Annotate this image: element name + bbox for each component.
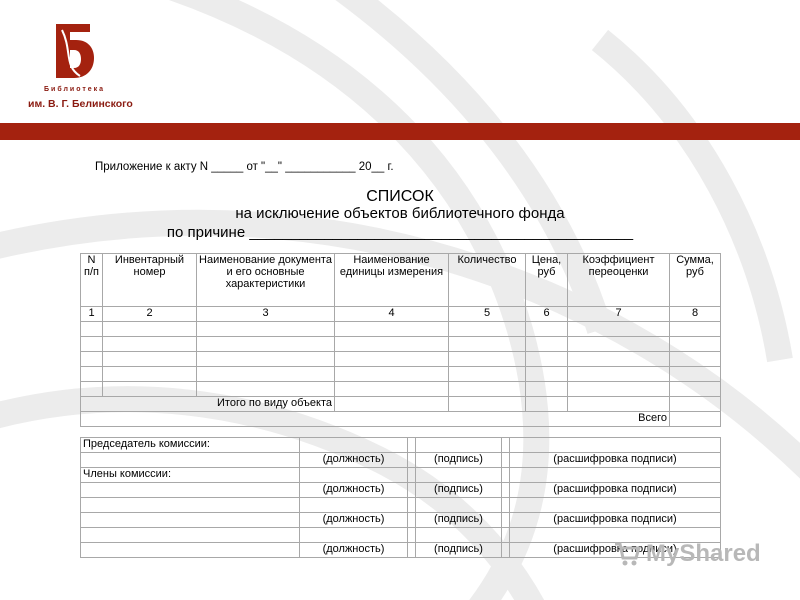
logo-caption-library: Библиотека bbox=[44, 86, 106, 93]
subtotal-row bbox=[81, 397, 721, 412]
column-number: 2 bbox=[103, 307, 197, 322]
total-label: Всего bbox=[81, 412, 670, 427]
table-row bbox=[81, 322, 721, 337]
header-band bbox=[0, 123, 800, 140]
signature-caption: (подпись) bbox=[416, 543, 502, 558]
position-caption: (должность) bbox=[300, 483, 408, 498]
decode-caption: (расшифровка подписи) bbox=[510, 453, 721, 468]
title-list: СПИСОК bbox=[366, 188, 434, 205]
column-number: 4 bbox=[335, 307, 449, 322]
logo-caption-name: им. В. Г. Белинского bbox=[28, 98, 133, 110]
signature-caption: (подпись) bbox=[416, 483, 502, 498]
library-logo-icon bbox=[50, 20, 96, 80]
decode-caption: (расшифровка подписи) bbox=[510, 483, 721, 498]
header-cell: Наименование документа и его основные характеристики bbox=[197, 254, 335, 307]
members-row bbox=[81, 468, 721, 483]
column-number-row bbox=[81, 307, 721, 322]
signature-caption: (подпись) bbox=[416, 453, 502, 468]
header-cell: Инвентарный номер bbox=[103, 254, 197, 307]
table-row bbox=[81, 382, 721, 397]
cart-icon bbox=[612, 538, 642, 568]
member-caption-row bbox=[81, 483, 721, 498]
chair-row bbox=[81, 438, 721, 453]
header-cell: N п/п bbox=[81, 254, 103, 307]
position-caption: (должность) bbox=[300, 453, 408, 468]
column-number: 3 bbox=[197, 307, 335, 322]
appendix-line: Приложение к акту N _____ от "__" ___________ 20__ г. bbox=[95, 161, 394, 173]
decode-caption: (расшифровка подписи) bbox=[510, 543, 721, 558]
table-row bbox=[81, 352, 721, 367]
header-cell: Цена, руб bbox=[526, 254, 568, 307]
items-table bbox=[80, 253, 721, 427]
subtotal-label: Итого по виду объекта bbox=[81, 397, 335, 412]
member-caption-row bbox=[81, 513, 721, 528]
watermark bbox=[612, 538, 762, 570]
chair-label: Председатель комиссии: bbox=[81, 438, 300, 453]
column-number: 8 bbox=[670, 307, 721, 322]
member-blank-row bbox=[81, 498, 721, 513]
total-row bbox=[81, 412, 721, 427]
header-cell: Количество bbox=[449, 254, 526, 307]
decode-caption: (расшифровка подписи) bbox=[510, 513, 721, 528]
header-cell: Коэффициент переоценки bbox=[568, 254, 670, 307]
column-number: 7 bbox=[568, 307, 670, 322]
header-cell: Наименование единицы измерения bbox=[335, 254, 449, 307]
header-cell: Сумма, руб bbox=[670, 254, 721, 307]
members-label: Члены комиссии: bbox=[81, 468, 300, 483]
table-row bbox=[81, 337, 721, 352]
title-reason bbox=[0, 224, 800, 241]
title-subject: на исключение объектов библиотечного фонда bbox=[235, 205, 565, 222]
title-reason-blank: ______________________________________________ bbox=[249, 224, 634, 241]
chair-caption-row bbox=[81, 453, 721, 468]
signature-caption: (подпись) bbox=[416, 513, 502, 528]
column-number: 1 bbox=[81, 307, 103, 322]
watermark-text: MyShared bbox=[646, 540, 761, 567]
title-reason-prefix: по причине bbox=[166, 224, 246, 241]
position-caption: (должность) bbox=[300, 543, 408, 558]
column-number: 6 bbox=[526, 307, 568, 322]
column-number: 5 bbox=[449, 307, 526, 322]
table-header-row bbox=[81, 254, 721, 307]
table-row bbox=[81, 367, 721, 382]
position-caption: (должность) bbox=[300, 513, 408, 528]
library-logo bbox=[28, 20, 133, 110]
